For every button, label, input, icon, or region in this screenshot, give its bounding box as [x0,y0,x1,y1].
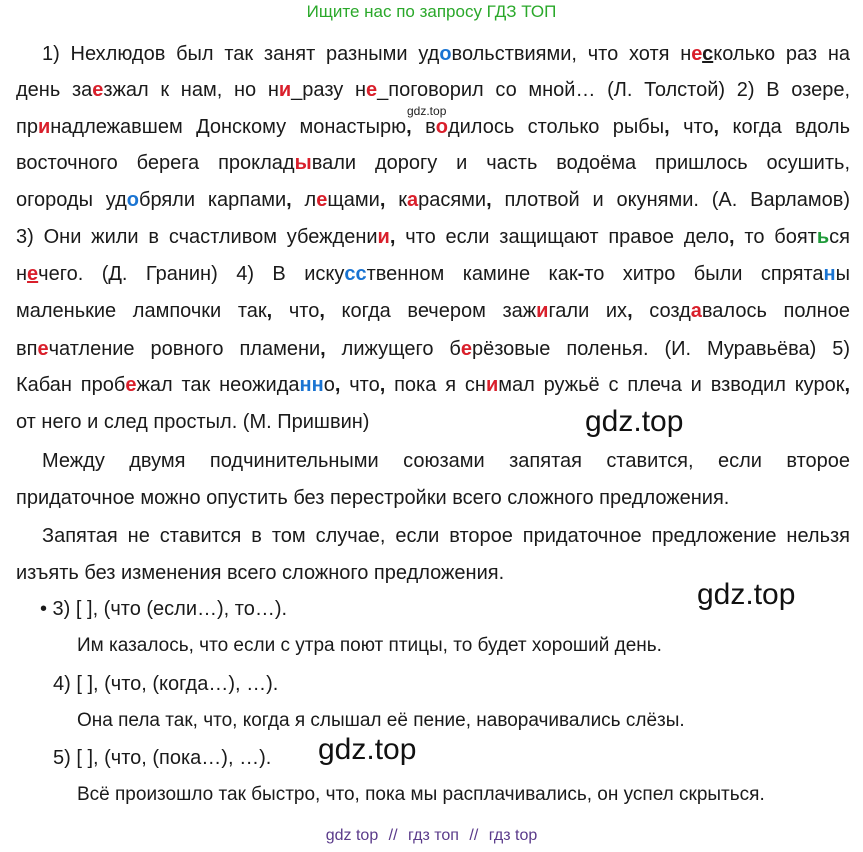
rule-line: изъять без изменения всего сложного предложения. [16,562,505,584]
text: когда вечером заж [324,300,537,322]
text: пока я сн [385,374,486,396]
text-line [16,338,850,361]
scheme-4: 4) [ ], (что, (когда…), …). [53,673,279,695]
highlight: и [485,374,499,396]
text: жал так неожида [136,374,300,396]
text: что [669,116,714,138]
highlight: , [406,116,412,138]
highlight: е [92,79,104,101]
text: рёзовые поленья. (И. Муравьёва) 5) [471,338,850,360]
highlight: о [126,189,139,211]
footer-separator: // [388,827,398,844]
highlight: , [379,189,386,211]
highlight: и [37,116,51,138]
highlight: ы [294,152,312,174]
highlight: , [319,300,325,322]
highlight: , [389,226,396,248]
highlight: и [278,79,292,101]
highlight: о [435,116,448,138]
text: плотвой и окунями. (А. Варламов) [491,189,850,211]
text: валось полное [701,300,850,322]
text-line [16,300,850,323]
text: восточного берега проклад [16,152,295,174]
text: ся [829,226,850,248]
scheme-5: 5) [ ], (что, (пока…), …). [53,747,272,769]
text: Кабан проб [16,374,126,396]
scheme-3: • 3) [ ], (что (если…), то…). [40,598,288,620]
text: 3) Они жили в счастливом убеждени [16,226,378,248]
text-line [16,226,850,249]
text: расями [418,189,487,211]
highlight: о [439,43,452,65]
text-line [16,374,850,397]
text: мал ружьё с плеча и взводил курок [498,374,845,396]
text: щами [327,189,380,211]
highlight: , [320,338,326,360]
rule-line: Между двумя подчинительными союзами запятая ставится, если второе [42,450,850,472]
text: то боят [734,226,817,248]
highlight: и [536,300,549,322]
watermark: gdz.top [697,578,796,611]
top-banner: Ищите нас по запросу ГДЗ ТОП [306,2,557,21]
text: чатление ровного пламени [48,338,321,360]
text: когда вдоль [719,116,850,138]
text: маленькие лампочки так [16,300,267,322]
highlight: , [627,300,633,322]
text: ы [835,263,850,285]
text: что [340,374,380,396]
example-3: Им казалось, что если с утра поют птицы, то будет хороший день. [77,635,662,656]
highlight: е [27,263,39,285]
text: что [272,300,320,322]
text: вольствиями, что хотя н [451,43,692,65]
text: вали дорогу и часть водоёма пришлось осушить, [311,152,850,174]
text: что если защищают правое дело [395,226,730,248]
footer-link[interactable]: гдз top [488,827,538,844]
highlight: е [316,189,328,211]
text-line [16,79,850,102]
text: пр [16,116,38,138]
footer [0,827,863,845]
text: о [323,374,335,396]
highlight: - [577,263,585,285]
highlight: а [406,189,419,211]
highlight: , [664,116,670,138]
highlight: , [729,226,735,248]
text: в [411,116,436,138]
text: зжал к нам, но н [103,79,279,101]
example-4: Она пела так, что, когда я слышал её пение, наворачивались слёзы. [77,710,685,731]
watermark-small: gdz.top [407,104,447,118]
highlight: нн [299,374,324,396]
example-5: Всё произошло так быстро, что, пока мы расплачивались, он успел скрыться. [77,784,765,805]
text: к [385,189,407,211]
highlight: , [713,116,720,138]
highlight: , [486,189,492,211]
text: бряли карпами [139,189,287,211]
text: колько раз на [713,43,850,65]
text: л [291,189,317,211]
text: _поговорил со мной… (Л. Толстой) 2) В озере, [377,79,851,101]
footer-separator: // [469,827,479,844]
highlight: е [460,338,472,360]
text: н [16,263,28,285]
rule-line: придаточное можно опустить без перестройки всего сложного предложения. [16,487,730,509]
text: твенном камине как [366,263,578,285]
highlight: н [823,263,836,285]
footer-link[interactable]: гдз топ [408,827,459,844]
text: огороды уд [16,189,127,211]
watermark: gdz.top [318,733,417,766]
watermark: gdz.top [585,405,684,438]
highlight: , [334,374,341,396]
rule-line: Запятая не ставится в том случае, если второе придаточное предложение нельзя [42,525,850,547]
highlight: ь [816,226,830,248]
highlight: а [690,300,702,322]
text: вп [16,338,38,360]
text: то хитро были спрята [584,263,824,285]
highlight: , [379,374,386,396]
text-line [42,43,850,66]
text: гали их [548,300,628,322]
text-line [16,263,850,286]
highlight: е [125,374,137,396]
highlight: , [844,374,851,396]
text: дилось столько рыбы [447,116,665,138]
text: надлежавшем Донскому монастырю [50,116,407,138]
highlight: е [37,338,49,360]
text-line [16,116,850,139]
highlight: е [691,43,703,65]
highlight: , [286,189,292,211]
highlight: , [266,300,273,322]
text: 1) Нехлюдов был так занят разными уд [42,43,440,65]
highlight: сс [344,263,367,285]
text: _разу н [291,79,366,101]
text-line [16,189,850,212]
text: чего. (Д. Гранин) 4) В иску [38,263,345,285]
highlight: и [377,226,390,248]
footer-link[interactable]: gdz top [325,827,379,844]
highlight: с [702,43,714,65]
text: созд [632,300,691,322]
text: лижущего б [325,338,461,360]
highlight: е [366,79,378,101]
text-line: от него и след простыл. (М. Пришвин) [16,411,370,433]
text-line [16,152,850,175]
text: день за [16,79,93,101]
